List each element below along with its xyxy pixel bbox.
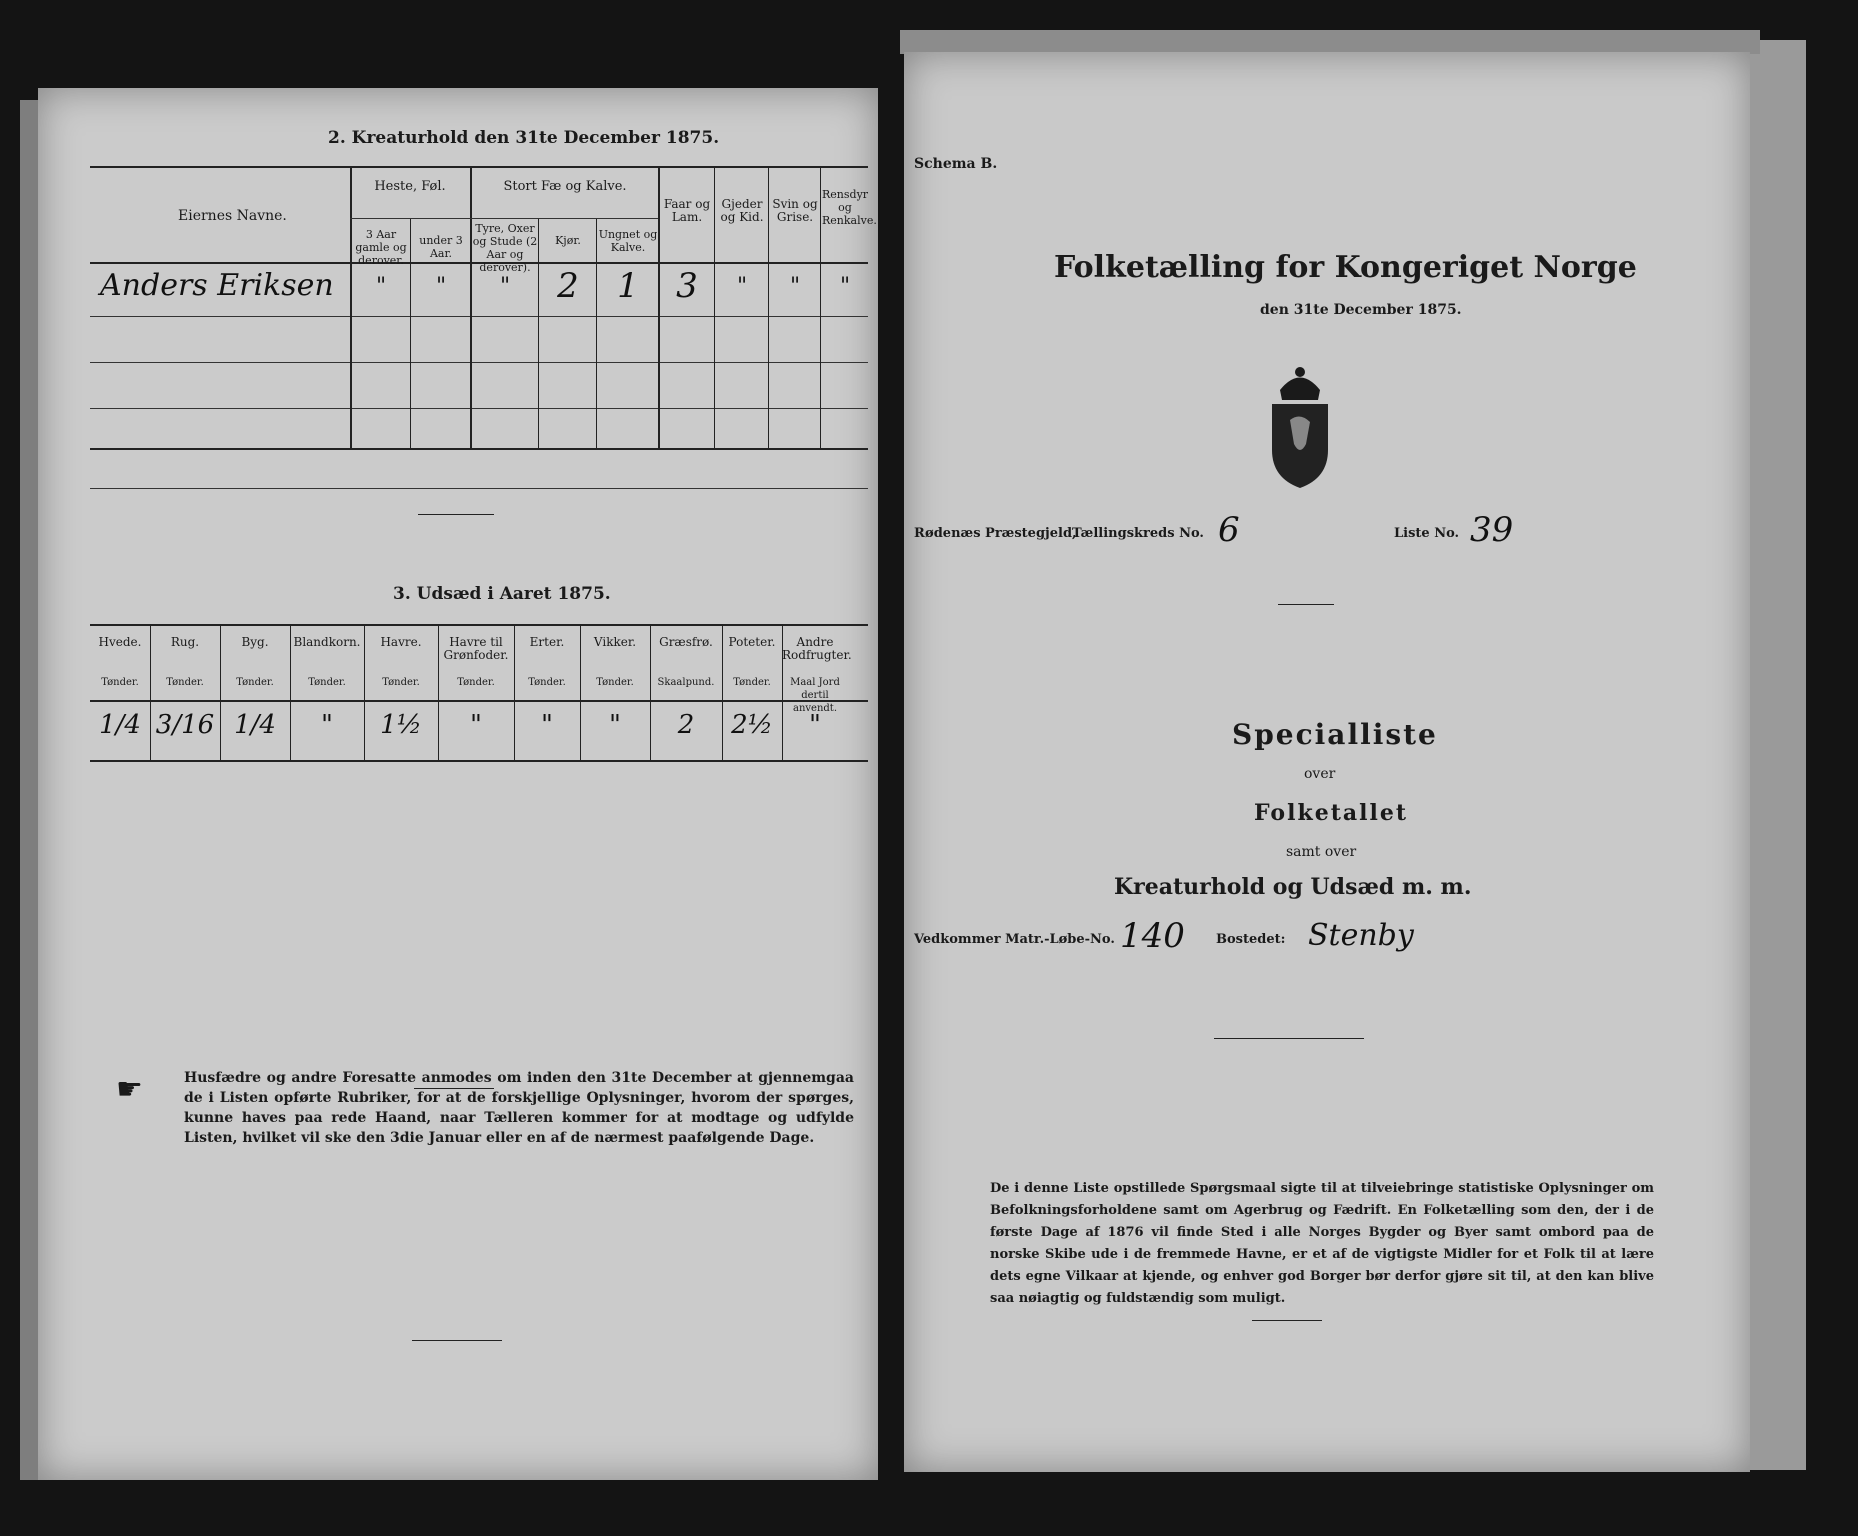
cell-sheep: 3	[676, 266, 698, 306]
right-page	[904, 52, 1750, 1472]
cell-cattle-a: "	[499, 274, 511, 299]
seed-value: "	[809, 710, 821, 740]
cell-horses-a: "	[375, 274, 387, 299]
samt-over-label: samt over	[1286, 844, 1357, 860]
pointing-hand-icon: ☛	[116, 1072, 143, 1107]
seed-heading: 3. Udsæd i Aaret 1875.	[393, 584, 611, 604]
subtitle: den 31te December 1875.	[1260, 302, 1462, 318]
horses-b-header: under 3 Aar.	[419, 234, 463, 260]
goats-header: Gjeder og Kid.	[720, 197, 764, 224]
seed-col-unit: Tønder.	[236, 677, 274, 688]
seed-col-header: Græsfrø.	[659, 635, 713, 649]
seed-col-header: Havre.	[380, 635, 422, 649]
cell-reindeer: "	[839, 274, 851, 299]
divider	[1278, 604, 1334, 605]
table-rule	[90, 624, 868, 626]
livestock-heading: 2. Kreaturhold den 31te December 1875.	[328, 128, 720, 148]
over-label: over	[1304, 766, 1336, 782]
bosted-label: Bostedet:	[1216, 932, 1286, 947]
seed-col-unit: Tønder.	[166, 677, 204, 688]
cattle-c-header: Ungnet og Kalve.	[598, 228, 658, 254]
specialliste-title: Specialliste	[1232, 718, 1438, 751]
page-stack-edge-top	[900, 30, 1760, 54]
seed-col-unit: Tønder.	[382, 677, 420, 688]
cell-cattle-c: 1	[617, 266, 639, 306]
owner-name: Anders Eriksen	[100, 268, 334, 303]
seed-col-header: Havre til Grønfoder.	[443, 635, 509, 662]
horses-group-header: Heste, Føl.	[374, 179, 446, 194]
table-col-rule	[596, 218, 597, 448]
left-page	[38, 88, 878, 1480]
table-col-rule	[768, 166, 769, 448]
seed-value: 2	[677, 710, 695, 740]
table-col-rule	[714, 166, 715, 448]
seed-col-header: Vikker.	[593, 635, 637, 649]
seed-col-unit: Tønder.	[457, 677, 495, 688]
seed-col-header: Rug.	[170, 635, 200, 649]
seed-col-header: Andre Rodfrugter.	[782, 635, 852, 662]
table-rule	[90, 408, 868, 409]
reindeer-header: Rensdyr og Renkalve.	[822, 188, 877, 227]
seed-col-unit: Tønder.	[596, 677, 634, 688]
schema-label: Schema B.	[914, 156, 998, 172]
table-col-rule	[470, 166, 472, 448]
seed-value: 1/4	[99, 710, 141, 740]
seed-value: 2½	[731, 710, 773, 740]
horses-a-header: 3 Aar gamle og derover.	[355, 228, 407, 267]
seed-value: 3/16	[155, 710, 215, 740]
table-col-rule	[538, 218, 539, 448]
table-col-rule	[410, 218, 411, 448]
seed-value: "	[321, 710, 333, 740]
cell-horses-b: "	[435, 274, 447, 299]
cell-pigs: "	[789, 274, 801, 299]
matr-number: 140	[1120, 916, 1185, 956]
divider	[412, 1340, 502, 1341]
seed-value: 1/4	[234, 710, 276, 740]
footer-text: De i denne Liste opstillede Spørgsmaal sigte til at tilveiebringe statistiske Oplysninger om Befolkningsforholdene samt om Agerbrug og Fædrift. En Folketælling som den, der i de første Dage af 1876 vil finde Sted i alle Norges Bygder og Byer samt ombord paa de norske Skibe ude i de fremmede Havne, er et af de vigtigste Midler for et Folk til at lære dets egne Vilkaar at kjende, og enhver god Borger bør derfor gjøre sit til, at den kan blive saa nøiagtig og fuldstændig som muligt.	[990, 1181, 1654, 1306]
table-rule	[90, 488, 868, 489]
sheep-header: Faar og Lam.	[663, 197, 711, 224]
list-number: 39	[1470, 510, 1514, 550]
seed-col-unit: Tønder.	[733, 677, 771, 688]
seed-col-unit: Tønder.	[101, 677, 139, 688]
seed-value: 1½	[380, 710, 422, 740]
seed-col-header: Blandkorn.	[293, 635, 361, 649]
table-rule	[90, 700, 868, 702]
cattle-group-header: Stort Fæ og Kalve.	[503, 179, 627, 194]
household-note: Husfædre og andre Foresatte anmodes om inden den 31te December at gjennemgaa de i Listen opførte Rubriker, for at de forskjellige Oplysninger, hvorom der spørges, kunne haves paa rede Haand, naar Tælleren kommer for at modtage og udfylde Listen, hvilket vil ske den 3die Januar eller en af de nærmest paafølgende Dage.	[184, 1070, 854, 1146]
table-rule	[350, 218, 658, 219]
coat-of-arms-icon	[1260, 360, 1340, 490]
folketallet-title: Folketallet	[1254, 800, 1408, 826]
cattle-a-header: Tyre, Oxer og Stude (2 Aar og derover).	[472, 222, 538, 274]
table-rule	[90, 760, 868, 762]
table-rule	[90, 448, 868, 450]
matr-label: Vedkommer Matr.-Løbe-No.	[914, 932, 1115, 947]
seed-value: "	[541, 710, 553, 740]
cell-cattle-b: 2	[557, 266, 579, 306]
kreaturhold-title: Kreaturhold og Udsæd m. m.	[1114, 874, 1472, 900]
seed-col-header: Hvede.	[98, 635, 142, 649]
district-label: Tællingskreds No.	[1072, 526, 1204, 541]
parish-label: Rødenæs Præstegjeld,	[914, 526, 1077, 541]
seed-col-unit: Maal Jord dertil anvendt.	[790, 677, 840, 714]
cell-goats: "	[736, 274, 748, 299]
pigs-header: Svin og Grise.	[772, 197, 818, 224]
main-title: Folketælling for Kongeriget Norge	[1054, 250, 1637, 285]
bosted-value: Stenby	[1308, 918, 1414, 953]
seed-col-header: Erter.	[529, 635, 565, 649]
seed-col-header: Poteter.	[728, 635, 776, 649]
seed-col-unit: Tønder.	[308, 677, 346, 688]
table-col-rule	[820, 166, 821, 448]
divider	[1214, 1038, 1364, 1039]
divider	[418, 514, 494, 515]
list-label: Liste No.	[1394, 526, 1460, 541]
seed-col-header: Byg.	[241, 635, 269, 649]
seed-value: "	[609, 710, 621, 740]
table-col-rule	[350, 166, 352, 448]
seed-value: "	[470, 710, 482, 740]
divider	[1252, 1320, 1322, 1321]
cattle-b-header: Kjør.	[555, 234, 581, 247]
table-rule	[90, 166, 868, 168]
seed-col-unit: Skaalpund.	[657, 677, 715, 688]
table-rule	[90, 362, 868, 363]
seed-col-unit: Tønder.	[528, 677, 566, 688]
owner-col-header: Eiernes Navne.	[178, 208, 287, 224]
district-number: 6	[1218, 510, 1240, 550]
table-rule	[90, 316, 868, 317]
page-stack-edge-right	[1746, 40, 1806, 1470]
